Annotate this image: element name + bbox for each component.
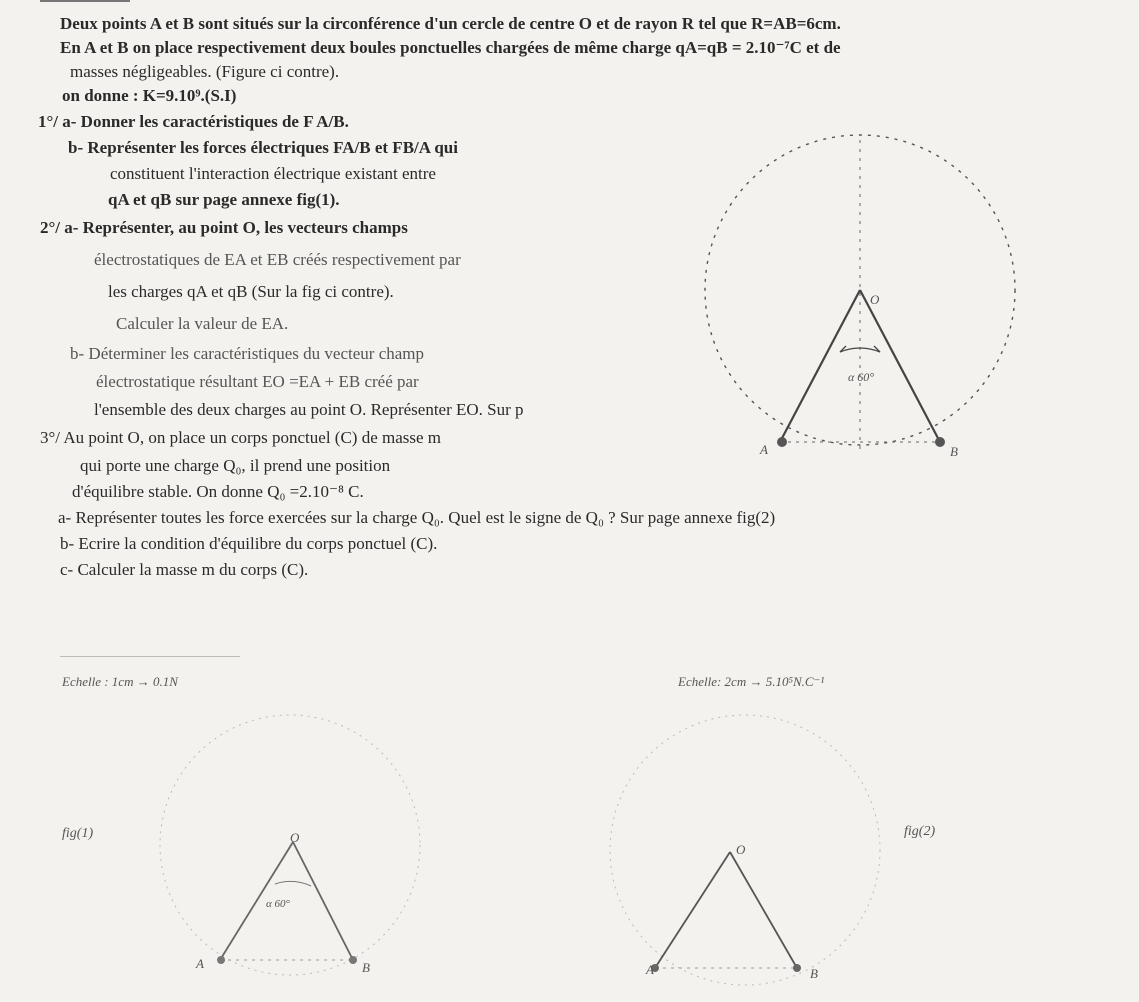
main-segment-ob <box>860 290 940 442</box>
question-3c: c- Calculer la masse m du corps (C). <box>60 560 309 579</box>
question-2a-line-3: les charges qA et qB (Sur la fig ci contre). <box>108 282 394 301</box>
fig2-point-b <box>793 964 801 972</box>
question-2a-line-2: électrostatiques de EA et EB créés respectivement par <box>94 250 461 269</box>
question-3-line-3: d'équilibre stable. On donne Q₀ =2.10⁻⁸ C. <box>72 482 364 501</box>
main-segment-oa <box>780 290 860 442</box>
fig2-segment-oa <box>655 852 730 968</box>
fig2-label-b: B <box>810 966 818 981</box>
main-point-b <box>935 437 945 447</box>
question-2a-line-4: Calculer la valeur de EA. <box>116 314 289 333</box>
question-2b-line-2: électrostatique résultant EO =EA + EB créé par <box>96 372 419 391</box>
fig2-label-a: A <box>646 962 654 977</box>
question-1b-line-2: constituent l'interaction électrique existant entre <box>110 164 436 183</box>
question-1b-line-3: qA et qB sur page annexe fig(1). <box>108 190 340 209</box>
fig2-label: fig(2) <box>904 824 936 839</box>
exercise-header-fragment <box>40 0 130 8</box>
fig1-label: fig(1) <box>62 826 94 841</box>
question-1a: 1°/ a- Donner les caractéristiques de F A/B. <box>38 112 349 131</box>
fig1-label-b: B <box>362 960 370 975</box>
main-point-a <box>777 437 787 447</box>
question-1b-line-1: b- Représenter les forces électriques FA/B et FB/A qui <box>68 138 458 157</box>
given-constant: on donne : K=9.10⁹.(S.I) <box>62 86 237 105</box>
fig1-angle-label: α 60° <box>266 898 290 910</box>
main-label-o: O <box>870 292 880 307</box>
question-3b: b- Ecrire la condition d'équilibre du corps ponctuel (C). <box>60 534 438 553</box>
statement-line-2: En A et B on place respectivement deux boules ponctuelles chargées de même charge qA=qB = 2.10⁻⁷C et de <box>60 38 841 57</box>
main-label-b: B <box>950 444 958 459</box>
statement-line-3: masses négligeables. (Figure ci contre). <box>70 62 340 81</box>
question-3-line-2: qui porte une charge Q₀, il prend une position <box>80 456 391 475</box>
fig2-label-o: O <box>736 842 746 857</box>
fig1-label-o: O <box>290 830 300 845</box>
fig2-scale: Echelle: 2cm → 5.10⁵N.C⁻¹ <box>678 674 825 689</box>
question-2b-line-3: l'ensemble des deux charges au point O. Représenter EO. Sur p <box>94 400 524 419</box>
fig1-segment-ob <box>293 842 353 960</box>
annex-divider <box>60 656 240 657</box>
fig1-figure <box>125 700 455 1000</box>
fig1-scale: Echelle : 1cm → 0.1N <box>62 674 178 689</box>
fig1-angle-arc <box>275 881 311 886</box>
statement-line-1: Deux points A et B sont situés sur la circonférence d'un cercle de centre O et de rayon R tel que R=AB=6cm. <box>60 14 841 33</box>
question-2a-line-1: 2°/ a- Représenter, au point O, les vecteurs champs <box>40 218 408 237</box>
fig1-label-a: A <box>196 956 204 971</box>
fig2-segment-ob <box>730 852 797 968</box>
question-3-line-1: 3°/ Au point O, on place un corps ponctuel (C) de masse m <box>40 428 442 447</box>
fig1-point-a <box>217 956 225 964</box>
main-angle-label: α 60° <box>848 370 875 384</box>
main-circle-figure <box>690 130 1040 480</box>
fig1-point-b <box>349 956 357 964</box>
question-3a: a- Représenter toutes les force exercées sur la charge Q₀. Quel est le signe de Q₀ ? Sur page annexe fig(2) <box>58 508 776 527</box>
main-label-a: A <box>760 442 768 457</box>
question-2b-line-1: b- Déterminer les caractéristiques du vecteur champ <box>70 344 425 363</box>
